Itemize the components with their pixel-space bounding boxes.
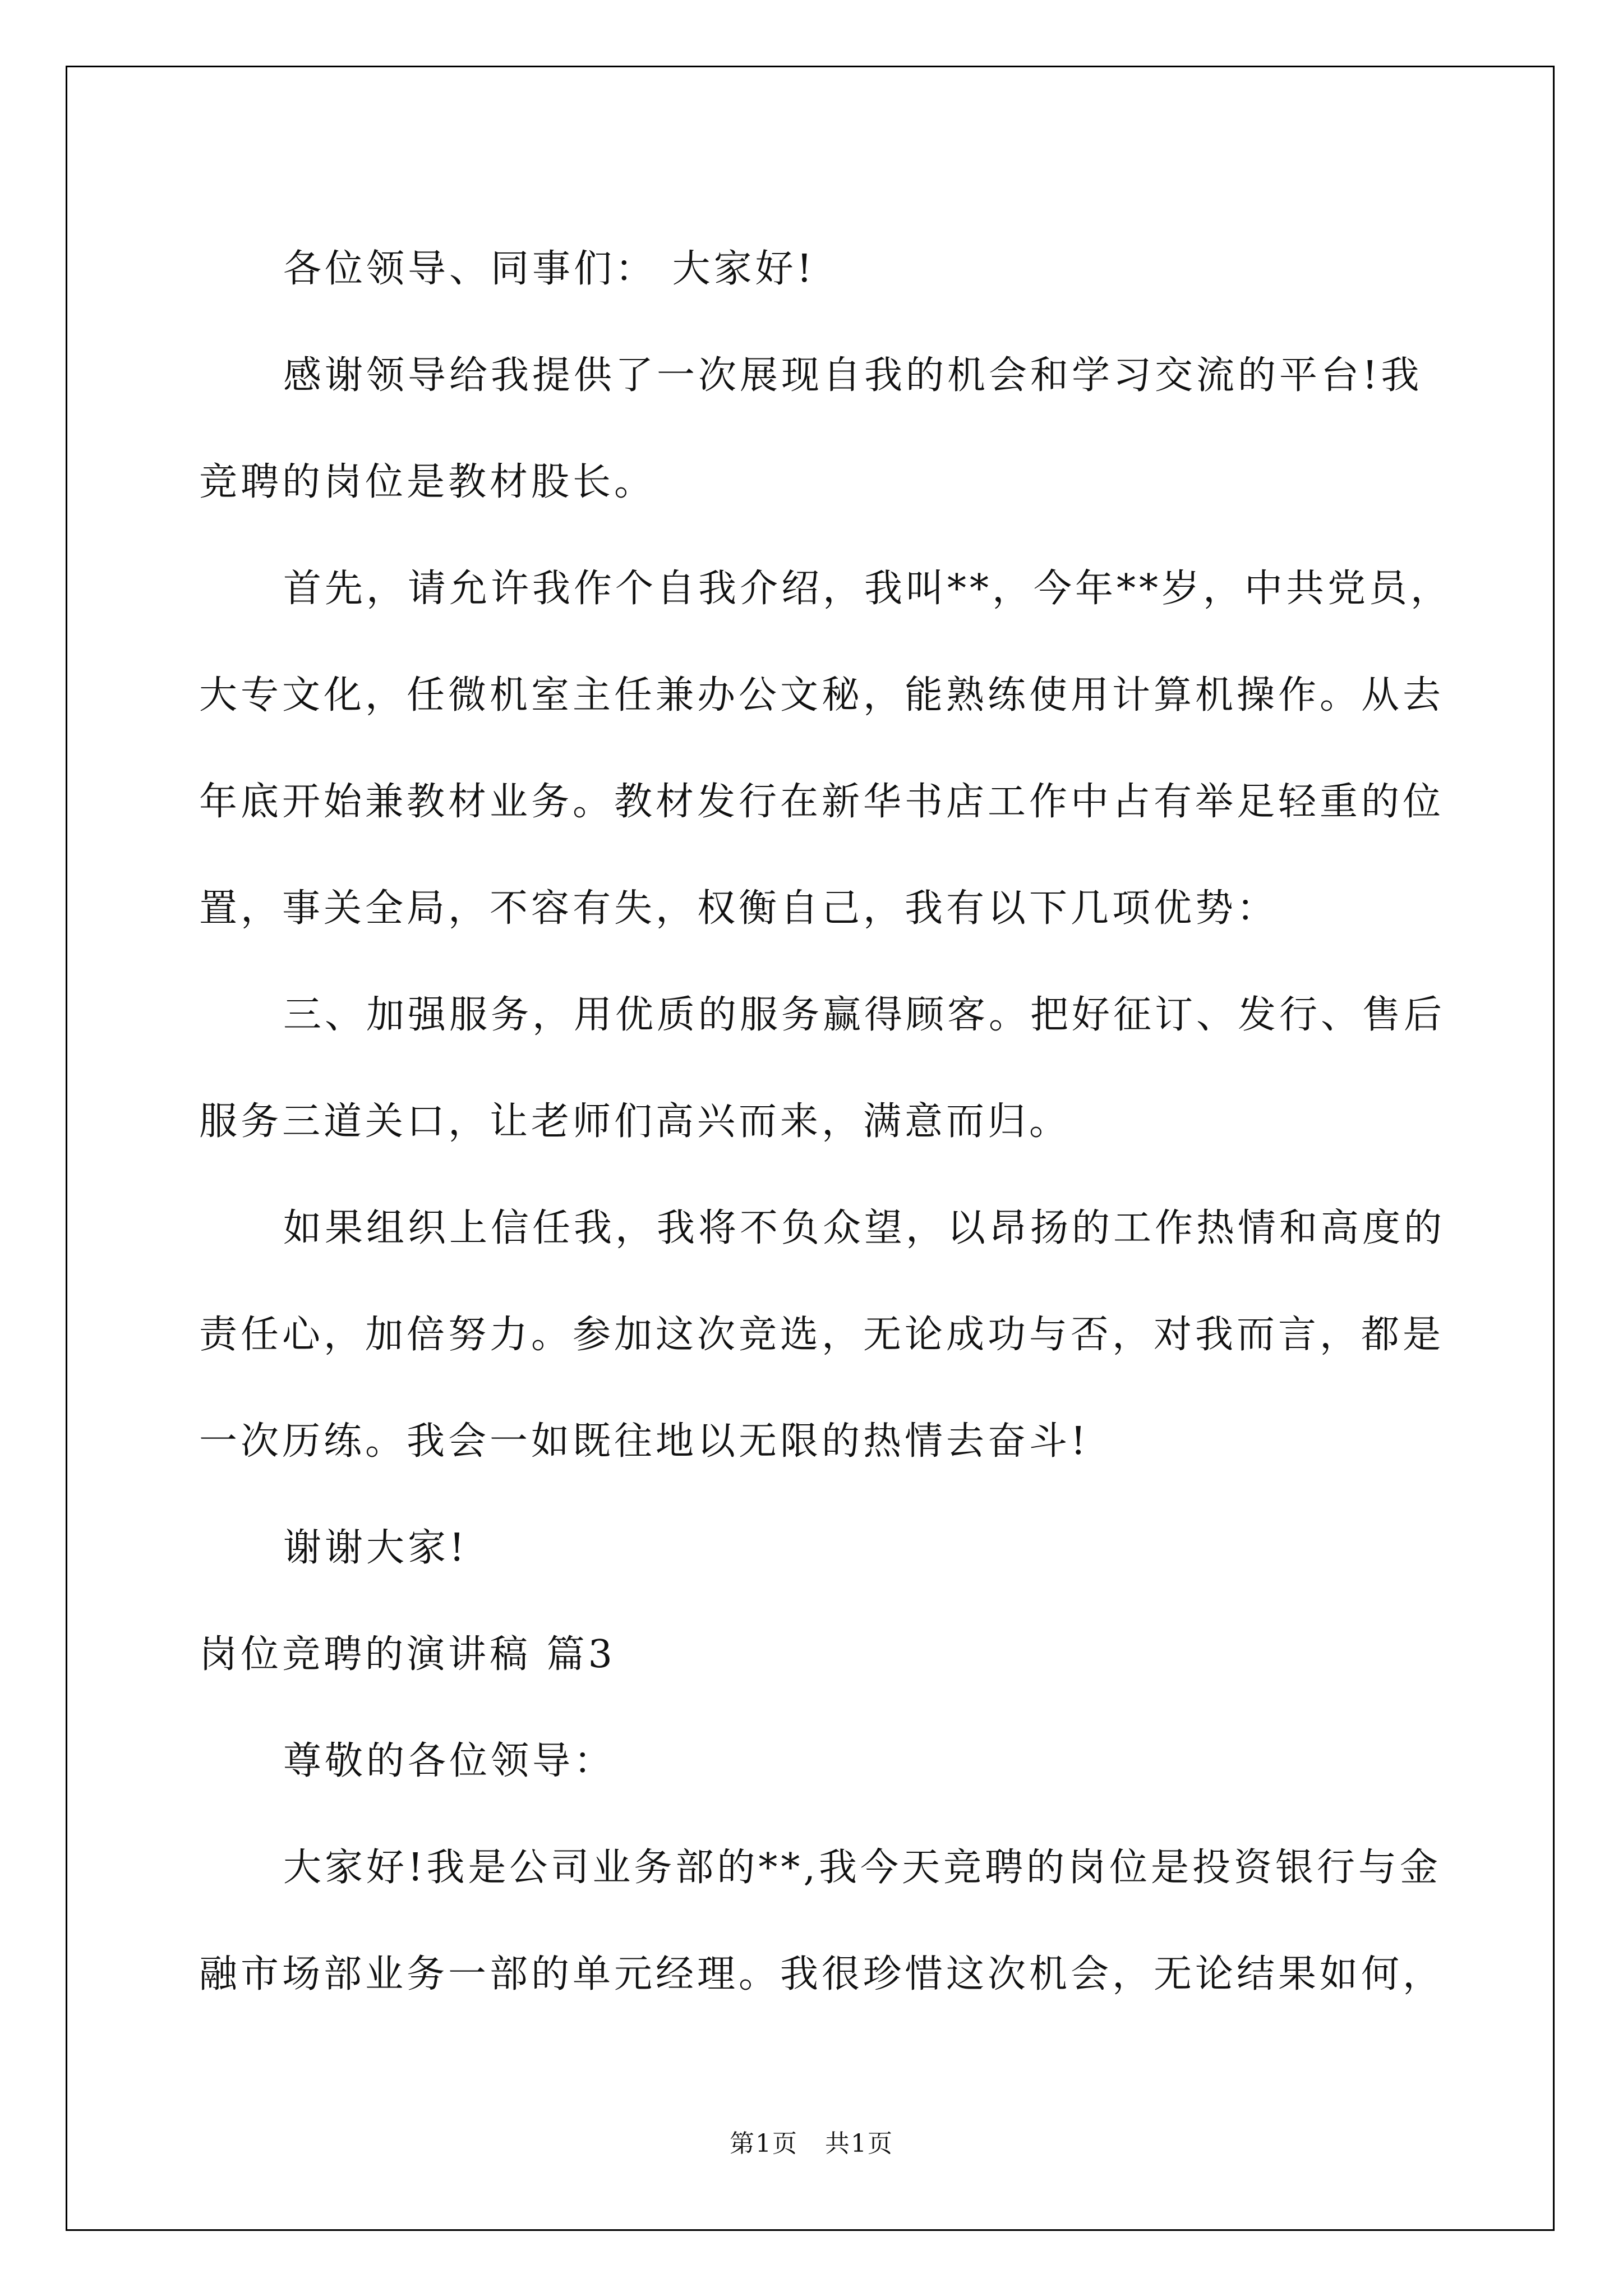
- paragraph-opening-line-1: 大家好!我是公司业务部的**,我今天竞聘的岗位是投资银行与金: [283, 1846, 1441, 1890]
- paragraph-intro-line-4: 置，事关全局，不容有失，权衡自己，我有以下几项优势：: [199, 886, 1279, 931]
- paragraph-service-line-2: 服务三道关口，让老师们高兴而来，满意而归。: [199, 1099, 1071, 1144]
- page-number-footer: 第1页 共1页: [730, 2129, 893, 2158]
- paragraph-commitment-line-1: 如果组织上信任我，我将不负众望，以昂扬的工作热情和高度的: [283, 1206, 1446, 1250]
- paragraph-intro-line-2: 大专文化，任微机室主任兼办公文秘，能熟练使用计算机操作。从去: [199, 673, 1445, 717]
- paragraph-salutation: 尊敬的各位领导：: [283, 1739, 616, 1783]
- paragraph-opening-line-2: 融市场部业务一部的单元经理。我很珍惜这次机会，无论结果如何，: [199, 1952, 1445, 1996]
- paragraph-commitment-line-2: 责任心，加倍努力。参加这次竞选，无论成功与否，对我而言，都是: [199, 1313, 1445, 1357]
- paragraph-thanks-all: 谢谢大家!: [283, 1526, 468, 1570]
- paragraph-commitment-line-3: 一次历练。我会一如既往地以无限的热情去奋斗!: [199, 1419, 1090, 1464]
- paragraph-service-line-1: 三、加强服务，用优质的服务赢得顾客。把好征订、发行、售后: [283, 993, 1446, 1037]
- paragraph-thanks-line-2: 竞聘的岗位是教材股长。: [199, 460, 656, 504]
- section-title: 岗位竞聘的演讲稿 篇3: [199, 1632, 616, 1677]
- paragraph-intro-line-3: 年底开始兼教材业务。教材发行在新华书店工作中占有举足轻重的位: [199, 780, 1445, 824]
- paragraph-thanks-line-1: 感谢领导给我提供了一次展现自我的机会和学习交流的平台!我: [283, 353, 1423, 398]
- document-body: [199, 216, 1453, 2028]
- paragraph-greeting-line-1: 各位领导、同事们： 大家好!: [283, 247, 815, 291]
- paragraph-intro-line-1: 首先，请允许我作个自我介绍，我叫**，今年**岁，中共党员，: [283, 567, 1453, 611]
